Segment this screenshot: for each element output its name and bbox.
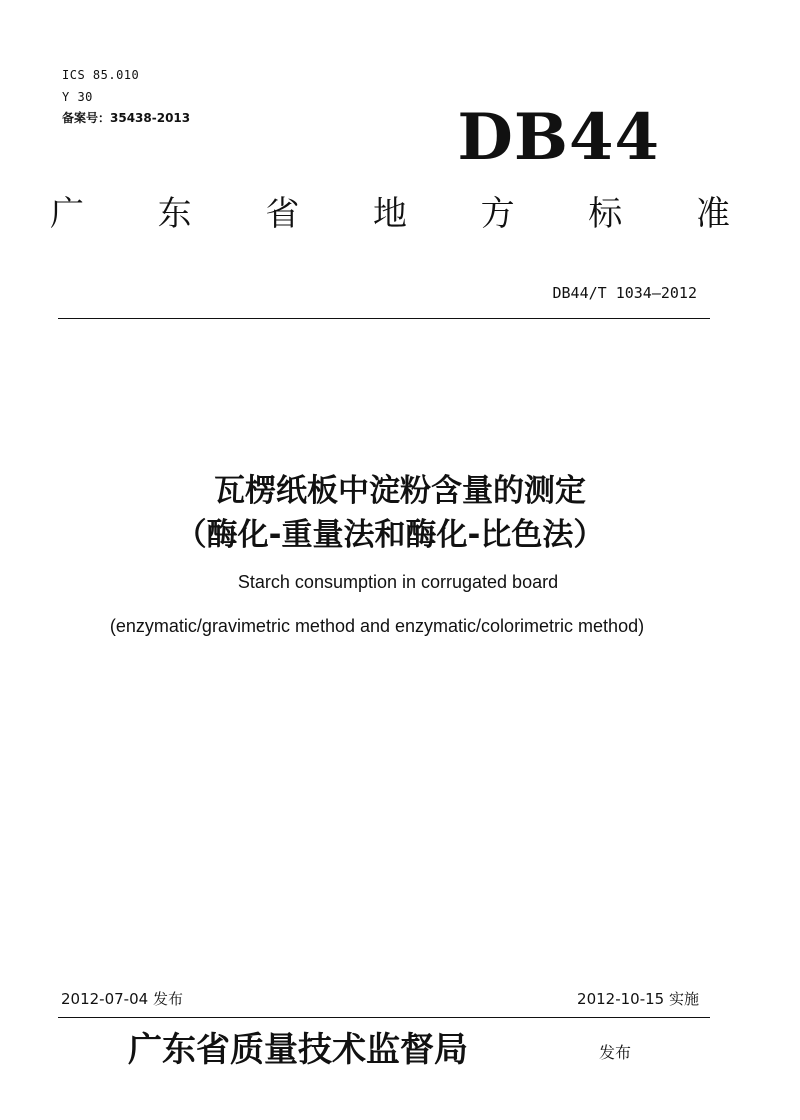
standard-type-char: 标 xyxy=(588,194,623,234)
standard-type-char: 准 xyxy=(695,194,730,234)
standard-type-char: 方 xyxy=(480,194,515,234)
record-number: 备案号：35438-2013 xyxy=(62,111,191,125)
chinese-title-line-2: （酶化-重量法和酶化-比色法） xyxy=(175,517,605,553)
standard-code: DB44/T 1034—2012 xyxy=(552,284,697,302)
english-title-line-1: Starch consumption in corrugated board xyxy=(237,572,559,592)
top-divider xyxy=(58,318,710,319)
english-title-line-2: (enzymatic/gravimetric method and enzymatic/colorimetric method) xyxy=(109,616,645,636)
standard-type-char: 广 xyxy=(50,194,84,234)
standard-type-char: 地 xyxy=(372,194,407,234)
implement-date: 2012-10-15 实施 xyxy=(577,990,699,1008)
chinese-title-line-1: 瓦楞纸板中淀粉含量的测定 xyxy=(214,473,586,509)
ccs-code: Y 30 xyxy=(62,90,93,104)
standard-type-char: 东 xyxy=(157,194,192,234)
standard-type-heading xyxy=(50,192,730,236)
issuer-name: 广东省质量技术监督局 xyxy=(128,1030,468,1070)
bottom-divider xyxy=(58,1017,710,1018)
issuer-suffix: 发布 xyxy=(599,1043,632,1062)
db44-logo: DB44 xyxy=(457,100,660,175)
publish-date: 2012-07-04 发布 xyxy=(61,990,183,1008)
ics-code: ICS 85.010 xyxy=(62,68,140,82)
standard-type-char: 省 xyxy=(265,194,300,234)
